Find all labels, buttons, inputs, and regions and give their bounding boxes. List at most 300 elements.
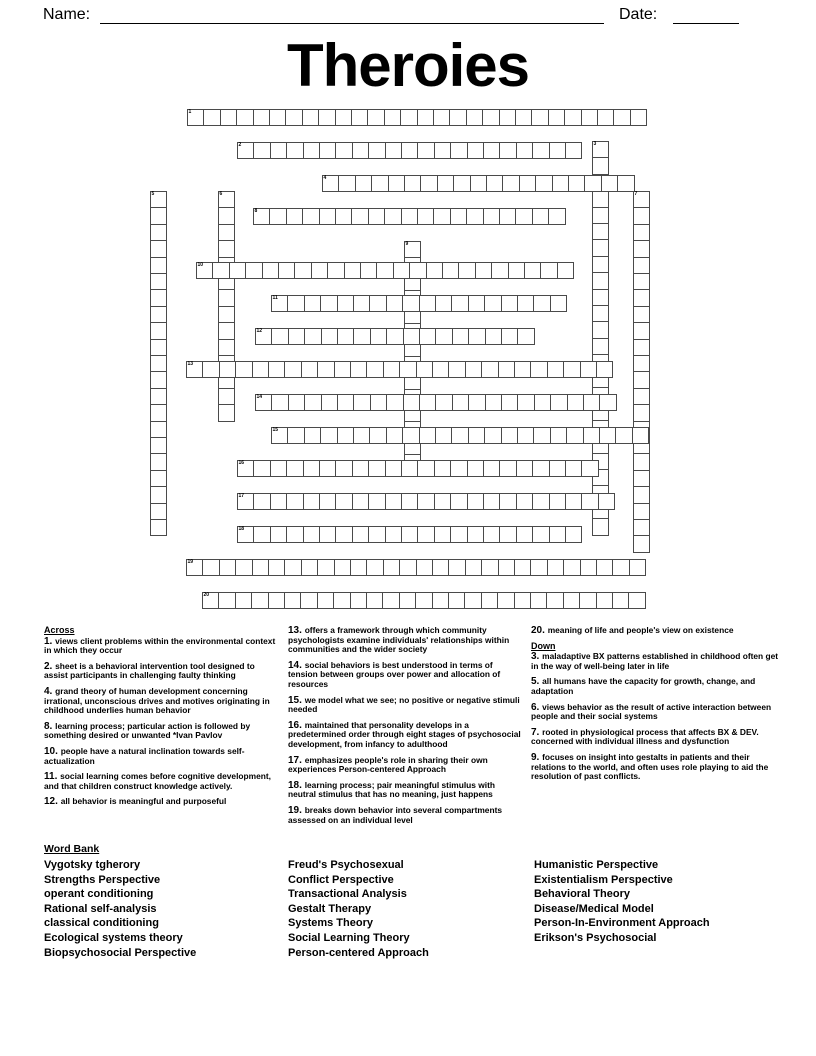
crossword-cell[interactable]	[270, 526, 287, 543]
crossword-cell[interactable]	[524, 262, 541, 279]
crossword-cell[interactable]	[450, 142, 467, 159]
crossword-cell[interactable]	[628, 592, 645, 609]
crossword-cell[interactable]	[371, 175, 388, 192]
crossword-cell[interactable]	[426, 262, 443, 279]
crossword-cell[interactable]	[368, 493, 385, 510]
crossword-cell[interactable]	[218, 306, 235, 323]
crossword-cell[interactable]	[235, 361, 252, 378]
crossword-cell[interactable]	[288, 328, 305, 345]
crossword-cell[interactable]	[592, 256, 609, 273]
crossword-cell[interactable]	[549, 460, 566, 477]
crossword-cell[interactable]	[317, 592, 334, 609]
crossword-cell[interactable]	[368, 460, 385, 477]
crossword-cell[interactable]	[218, 592, 235, 609]
crossword-cell[interactable]	[633, 289, 650, 306]
crossword-cell[interactable]	[515, 109, 532, 126]
crossword-cell[interactable]	[549, 493, 566, 510]
crossword-cell[interactable]	[550, 394, 567, 411]
crossword-cell[interactable]	[270, 460, 287, 477]
crossword-cell[interactable]	[499, 460, 516, 477]
crossword-cell[interactable]	[150, 486, 167, 503]
crossword-cell[interactable]	[517, 328, 534, 345]
crossword-cell[interactable]	[435, 394, 452, 411]
crossword-cell[interactable]	[419, 295, 436, 312]
crossword-cell[interactable]	[202, 361, 219, 378]
crossword-cell[interactable]	[334, 559, 351, 576]
crossword-cell[interactable]	[633, 355, 650, 372]
crossword-cell[interactable]	[499, 142, 516, 159]
crossword-cell[interactable]	[470, 175, 487, 192]
crossword-cell[interactable]	[468, 427, 485, 444]
crossword-cell[interactable]	[386, 427, 403, 444]
crossword-cell[interactable]	[547, 361, 564, 378]
crossword-cell[interactable]	[335, 526, 352, 543]
crossword-cell[interactable]	[404, 175, 421, 192]
crossword-cell[interactable]	[435, 295, 452, 312]
crossword-cell[interactable]	[565, 493, 582, 510]
crossword-cell[interactable]	[530, 592, 547, 609]
crossword-cell[interactable]	[592, 305, 609, 322]
crossword-cell[interactable]	[352, 526, 369, 543]
crossword-cell[interactable]	[481, 361, 498, 378]
crossword-cell[interactable]	[269, 109, 286, 126]
crossword-cell[interactable]	[386, 394, 403, 411]
crossword-cell[interactable]	[530, 361, 547, 378]
crossword-cell[interactable]	[499, 493, 516, 510]
crossword-cell[interactable]	[417, 493, 434, 510]
crossword-cell[interactable]	[384, 109, 401, 126]
crossword-cell[interactable]	[419, 394, 436, 411]
crossword-cell[interactable]	[218, 191, 235, 208]
crossword-cell[interactable]	[499, 208, 516, 225]
crossword-cell[interactable]	[450, 208, 467, 225]
crossword-cell[interactable]	[417, 460, 434, 477]
crossword-cell[interactable]	[236, 109, 253, 126]
crossword-cell[interactable]	[385, 460, 402, 477]
crossword-cell[interactable]	[268, 361, 285, 378]
crossword-cell[interactable]	[581, 460, 598, 477]
crossword-cell[interactable]	[270, 142, 287, 159]
crossword-cell[interactable]	[563, 361, 580, 378]
crossword-cell[interactable]	[633, 519, 650, 536]
crossword-cell[interactable]	[517, 295, 534, 312]
crossword-cell[interactable]	[284, 559, 301, 576]
crossword-cell[interactable]	[317, 559, 334, 576]
crossword-cell[interactable]	[514, 592, 531, 609]
crossword-cell[interactable]	[150, 371, 167, 388]
crossword-cell[interactable]	[322, 175, 339, 192]
crossword-cell[interactable]	[251, 592, 268, 609]
crossword-cell[interactable]	[367, 109, 384, 126]
crossword-cell[interactable]	[335, 109, 352, 126]
crossword-cell[interactable]	[150, 437, 167, 454]
crossword-cell[interactable]	[540, 262, 557, 279]
crossword-cell[interactable]	[481, 559, 498, 576]
crossword-cell[interactable]	[584, 175, 601, 192]
crossword-cell[interactable]	[399, 559, 416, 576]
crossword-cell[interactable]	[432, 559, 449, 576]
crossword-cell[interactable]	[269, 208, 286, 225]
crossword-cell[interactable]	[485, 328, 502, 345]
crossword-cell[interactable]	[304, 394, 321, 411]
crossword-cell[interactable]	[450, 493, 467, 510]
crossword-cell[interactable]	[550, 295, 567, 312]
crossword-cell[interactable]	[352, 460, 369, 477]
crossword-cell[interactable]	[532, 493, 549, 510]
crossword-cell[interactable]	[304, 427, 321, 444]
crossword-cell[interactable]	[468, 394, 485, 411]
crossword-cell[interactable]	[203, 109, 220, 126]
crossword-cell[interactable]	[516, 460, 533, 477]
crossword-cell[interactable]	[382, 592, 399, 609]
crossword-cell[interactable]	[186, 361, 203, 378]
crossword-cell[interactable]	[300, 592, 317, 609]
crossword-cell[interactable]	[452, 328, 469, 345]
crossword-cell[interactable]	[629, 559, 646, 576]
crossword-cell[interactable]	[353, 394, 370, 411]
crossword-cell[interactable]	[547, 559, 564, 576]
crossword-cell[interactable]	[351, 208, 368, 225]
crossword-cell[interactable]	[252, 559, 269, 576]
crossword-cell[interactable]	[417, 142, 434, 159]
crossword-cell[interactable]	[302, 109, 319, 126]
crossword-cell[interactable]	[515, 208, 532, 225]
crossword-cell[interactable]	[498, 361, 515, 378]
crossword-cell[interactable]	[150, 503, 167, 520]
crossword-cell[interactable]	[437, 175, 454, 192]
crossword-cell[interactable]	[288, 394, 305, 411]
crossword-cell[interactable]	[355, 175, 372, 192]
crossword-cell[interactable]	[218, 404, 235, 421]
crossword-cell[interactable]	[563, 592, 580, 609]
crossword-cell[interactable]	[393, 262, 410, 279]
crossword-cell[interactable]	[262, 262, 279, 279]
crossword-cell[interactable]	[580, 361, 597, 378]
crossword-cell[interactable]	[150, 404, 167, 421]
crossword-cell[interactable]	[450, 460, 467, 477]
crossword-cell[interactable]	[501, 295, 518, 312]
crossword-cell[interactable]	[186, 559, 203, 576]
crossword-cell[interactable]	[468, 295, 485, 312]
crossword-cell[interactable]	[303, 493, 320, 510]
crossword-cell[interactable]	[632, 427, 649, 444]
crossword-cell[interactable]	[403, 394, 420, 411]
crossword-cell[interactable]	[245, 262, 262, 279]
crossword-cell[interactable]	[286, 526, 303, 543]
crossword-cell[interactable]	[592, 289, 609, 306]
crossword-cell[interactable]	[150, 240, 167, 257]
crossword-cell[interactable]	[448, 559, 465, 576]
crossword-cell[interactable]	[401, 142, 418, 159]
crossword-cell[interactable]	[633, 470, 650, 487]
crossword-cell[interactable]	[449, 109, 466, 126]
crossword-cell[interactable]	[416, 361, 433, 378]
crossword-cell[interactable]	[564, 109, 581, 126]
crossword-cell[interactable]	[401, 208, 418, 225]
crossword-cell[interactable]	[579, 592, 596, 609]
crossword-cell[interactable]	[563, 559, 580, 576]
crossword-cell[interactable]	[533, 295, 550, 312]
crossword-cell[interactable]	[565, 460, 582, 477]
crossword-cell[interactable]	[360, 262, 377, 279]
crossword-cell[interactable]	[592, 223, 609, 240]
crossword-cell[interactable]	[633, 224, 650, 241]
crossword-cell[interactable]	[333, 592, 350, 609]
crossword-cell[interactable]	[319, 526, 336, 543]
crossword-cell[interactable]	[565, 526, 582, 543]
crossword-cell[interactable]	[633, 207, 650, 224]
crossword-cell[interactable]	[549, 142, 566, 159]
crossword-cell[interactable]	[268, 559, 285, 576]
crossword-cell[interactable]	[386, 295, 403, 312]
crossword-cell[interactable]	[304, 295, 321, 312]
crossword-cell[interactable]	[320, 295, 337, 312]
crossword-cell[interactable]	[599, 427, 616, 444]
crossword-cell[interactable]	[481, 592, 498, 609]
crossword-cell[interactable]	[337, 394, 354, 411]
crossword-cell[interactable]	[467, 142, 484, 159]
crossword-cell[interactable]	[150, 421, 167, 438]
crossword-cell[interactable]	[483, 460, 500, 477]
crossword-cell[interactable]	[534, 394, 551, 411]
crossword-cell[interactable]	[548, 109, 565, 126]
crossword-cell[interactable]	[286, 208, 303, 225]
crossword-cell[interactable]	[633, 404, 650, 421]
crossword-cell[interactable]	[549, 526, 566, 543]
crossword-cell[interactable]	[501, 328, 518, 345]
crossword-cell[interactable]	[317, 361, 334, 378]
crossword-cell[interactable]	[404, 241, 421, 258]
crossword-cell[interactable]	[592, 518, 609, 535]
crossword-cell[interactable]	[419, 328, 436, 345]
crossword-cell[interactable]	[552, 175, 569, 192]
crossword-cell[interactable]	[368, 526, 385, 543]
crossword-cell[interactable]	[284, 361, 301, 378]
crossword-cell[interactable]	[369, 427, 386, 444]
crossword-cell[interactable]	[401, 526, 418, 543]
crossword-cell[interactable]	[337, 328, 354, 345]
crossword-cell[interactable]	[150, 388, 167, 405]
crossword-cell[interactable]	[353, 328, 370, 345]
crossword-cell[interactable]	[218, 339, 235, 356]
crossword-cell[interactable]	[376, 262, 393, 279]
crossword-cell[interactable]	[633, 339, 650, 356]
crossword-cell[interactable]	[219, 361, 236, 378]
crossword-cell[interactable]	[335, 208, 352, 225]
crossword-cell[interactable]	[596, 361, 613, 378]
crossword-cell[interactable]	[532, 526, 549, 543]
crossword-cell[interactable]	[150, 191, 167, 208]
crossword-cell[interactable]	[383, 559, 400, 576]
crossword-cell[interactable]	[218, 289, 235, 306]
crossword-cell[interactable]	[633, 453, 650, 470]
crossword-cell[interactable]	[483, 493, 500, 510]
crossword-cell[interactable]	[311, 262, 328, 279]
crossword-cell[interactable]	[253, 526, 270, 543]
crossword-cell[interactable]	[409, 262, 426, 279]
crossword-cell[interactable]	[417, 109, 434, 126]
crossword-cell[interactable]	[453, 175, 470, 192]
crossword-cell[interactable]	[187, 109, 204, 126]
crossword-cell[interactable]	[218, 322, 235, 339]
crossword-cell[interactable]	[150, 224, 167, 241]
crossword-cell[interactable]	[531, 109, 548, 126]
crossword-cell[interactable]	[417, 208, 434, 225]
crossword-cell[interactable]	[366, 361, 383, 378]
crossword-cell[interactable]	[491, 262, 508, 279]
crossword-cell[interactable]	[568, 175, 585, 192]
crossword-cell[interactable]	[401, 493, 418, 510]
crossword-cell[interactable]	[368, 142, 385, 159]
crossword-cell[interactable]	[434, 460, 451, 477]
crossword-cell[interactable]	[633, 306, 650, 323]
crossword-cell[interactable]	[592, 338, 609, 355]
crossword-cell[interactable]	[350, 559, 367, 576]
crossword-cell[interactable]	[486, 175, 503, 192]
crossword-cell[interactable]	[419, 427, 436, 444]
crossword-cell[interactable]	[465, 361, 482, 378]
crossword-cell[interactable]	[434, 142, 451, 159]
crossword-cell[interactable]	[196, 262, 213, 279]
crossword-cell[interactable]	[287, 427, 304, 444]
crossword-cell[interactable]	[255, 328, 272, 345]
crossword-cell[interactable]	[321, 328, 338, 345]
crossword-cell[interactable]	[255, 394, 272, 411]
crossword-cell[interactable]	[150, 289, 167, 306]
crossword-cell[interactable]	[448, 361, 465, 378]
crossword-cell[interactable]	[286, 460, 303, 477]
crossword-cell[interactable]	[304, 328, 321, 345]
crossword-cell[interactable]	[630, 109, 647, 126]
crossword-cell[interactable]	[485, 394, 502, 411]
crossword-cell[interactable]	[432, 592, 449, 609]
crossword-cell[interactable]	[583, 427, 600, 444]
crossword-cell[interactable]	[286, 142, 303, 159]
crossword-cell[interactable]	[450, 526, 467, 543]
crossword-cell[interactable]	[268, 592, 285, 609]
crossword-cell[interactable]	[533, 427, 550, 444]
crossword-cell[interactable]	[271, 394, 288, 411]
crossword-cell[interactable]	[285, 109, 302, 126]
crossword-cell[interactable]	[337, 295, 354, 312]
crossword-cell[interactable]	[319, 142, 336, 159]
crossword-cell[interactable]	[592, 207, 609, 224]
crossword-cell[interactable]	[592, 321, 609, 338]
crossword-cell[interactable]	[219, 559, 236, 576]
crossword-cell[interactable]	[402, 295, 419, 312]
crossword-cell[interactable]	[467, 526, 484, 543]
crossword-cell[interactable]	[253, 493, 270, 510]
crossword-cell[interactable]	[499, 526, 516, 543]
crossword-cell[interactable]	[270, 493, 287, 510]
crossword-cell[interactable]	[253, 460, 270, 477]
crossword-cell[interactable]	[370, 328, 387, 345]
crossword-cell[interactable]	[596, 559, 613, 576]
crossword-cell[interactable]	[399, 361, 416, 378]
crossword-cell[interactable]	[385, 142, 402, 159]
crossword-cell[interactable]	[150, 470, 167, 487]
crossword-cell[interactable]	[482, 109, 499, 126]
crossword-cell[interactable]	[302, 208, 319, 225]
crossword-cell[interactable]	[271, 295, 288, 312]
crossword-cell[interactable]	[202, 592, 219, 609]
crossword-cell[interactable]	[218, 224, 235, 241]
crossword-cell[interactable]	[502, 175, 519, 192]
crossword-cell[interactable]	[565, 142, 582, 159]
crossword-cell[interactable]	[467, 460, 484, 477]
crossword-cell[interactable]	[633, 322, 650, 339]
crossword-cell[interactable]	[467, 493, 484, 510]
crossword-cell[interactable]	[386, 328, 403, 345]
crossword-cell[interactable]	[508, 262, 525, 279]
crossword-cell[interactable]	[383, 361, 400, 378]
crossword-cell[interactable]	[583, 394, 600, 411]
crossword-cell[interactable]	[385, 493, 402, 510]
crossword-cell[interactable]	[338, 175, 355, 192]
crossword-cell[interactable]	[399, 592, 416, 609]
crossword-cell[interactable]	[516, 526, 533, 543]
crossword-cell[interactable]	[327, 262, 344, 279]
crossword-cell[interactable]	[335, 142, 352, 159]
crossword-cell[interactable]	[420, 175, 437, 192]
crossword-cell[interactable]	[483, 208, 500, 225]
crossword-cell[interactable]	[458, 262, 475, 279]
crossword-cell[interactable]	[284, 592, 301, 609]
crossword-cell[interactable]	[150, 273, 167, 290]
crossword-cell[interactable]	[517, 394, 534, 411]
crossword-cell[interactable]	[278, 262, 295, 279]
crossword-cell[interactable]	[598, 493, 615, 510]
crossword-cell[interactable]	[514, 559, 531, 576]
crossword-cell[interactable]	[368, 208, 385, 225]
crossword-cell[interactable]	[388, 175, 405, 192]
crossword-cell[interactable]	[466, 208, 483, 225]
crossword-cell[interactable]	[385, 526, 402, 543]
crossword-cell[interactable]	[532, 142, 549, 159]
crossword-cell[interactable]	[484, 295, 501, 312]
crossword-cell[interactable]	[592, 157, 609, 174]
crossword-cell[interactable]	[212, 262, 229, 279]
crossword-cell[interactable]	[501, 394, 518, 411]
crossword-cell[interactable]	[318, 109, 335, 126]
crossword-cell[interactable]	[334, 361, 351, 378]
crossword-cell[interactable]	[633, 535, 650, 552]
crossword-cell[interactable]	[150, 339, 167, 356]
crossword-cell[interactable]	[532, 460, 549, 477]
crossword-cell[interactable]	[337, 427, 354, 444]
crossword-cell[interactable]	[483, 142, 500, 159]
crossword-cell[interactable]	[465, 559, 482, 576]
crossword-cell[interactable]	[400, 109, 417, 126]
crossword-cell[interactable]	[253, 109, 270, 126]
crossword-cell[interactable]	[271, 328, 288, 345]
crossword-cell[interactable]	[253, 208, 270, 225]
crossword-cell[interactable]	[417, 526, 434, 543]
crossword-cell[interactable]	[548, 208, 565, 225]
crossword-cell[interactable]	[303, 460, 320, 477]
crossword-cell[interactable]	[497, 592, 514, 609]
crossword-cell[interactable]	[483, 526, 500, 543]
crossword-cell[interactable]	[384, 208, 401, 225]
crossword-cell[interactable]	[415, 592, 432, 609]
crossword-cell[interactable]	[599, 394, 616, 411]
crossword-cell[interactable]	[319, 493, 336, 510]
crossword-cell[interactable]	[581, 109, 598, 126]
crossword-cell[interactable]	[433, 109, 450, 126]
crossword-cell[interactable]	[150, 322, 167, 339]
crossword-cell[interactable]	[150, 207, 167, 224]
crossword-cell[interactable]	[401, 460, 418, 477]
